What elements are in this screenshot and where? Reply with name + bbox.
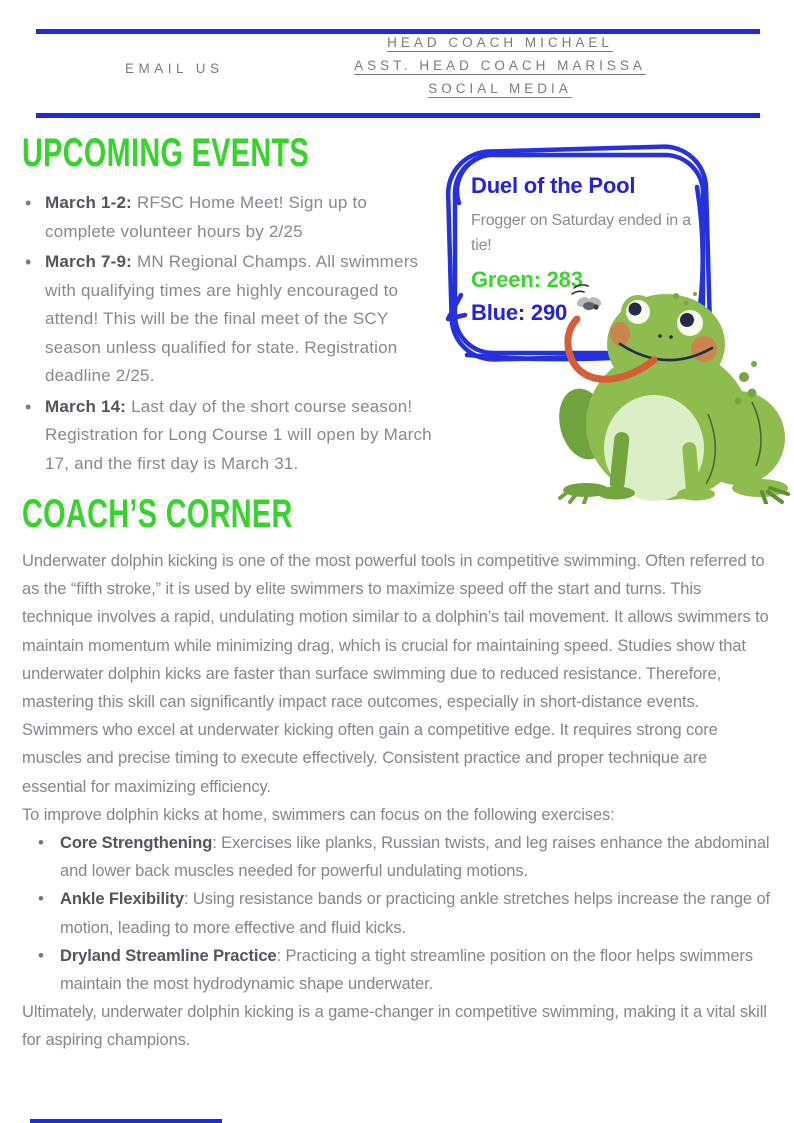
asst-head-coach-link[interactable]: ASST. HEAD COACH MARISSA xyxy=(354,58,646,73)
frog-illustration xyxy=(556,282,794,504)
fly-icon xyxy=(572,285,603,310)
bubble-title: Duel of the Pool xyxy=(471,173,636,198)
exercise-text: : Practicing a tight streamline position on the floor helps swimmers maintain the most hydrodynamic shape underwater. xyxy=(60,946,753,994)
exercise-item xyxy=(38,885,774,941)
bubble-subtitle: Frogger on Saturday ended in a tie! xyxy=(471,212,691,254)
coachs-corner-section-title: COACH’S CORNER xyxy=(22,492,293,536)
coach-closing: Ultimately, underwater dolphin kicking is a game-changer in competitive swimming, making it a vital skill for aspiring champions. xyxy=(22,1003,767,1050)
coach-paragraph-2: To improve dolphin kicks at home, swimmers can focus on the following exercises: xyxy=(22,805,615,824)
exercise-item xyxy=(38,829,774,885)
exercise-text: : Using resistance bands or practicing ankle stretches helps increase the range of motion, leading to more effective and fluid kicks. xyxy=(60,890,771,937)
event-date: March 1-2: xyxy=(45,193,133,212)
email-us-link[interactable]: EMAIL US xyxy=(125,61,224,76)
green-team-score: Green: 283 xyxy=(471,267,583,292)
header-links xyxy=(240,35,760,104)
exercise-name: Ankle Flexibility xyxy=(60,890,184,909)
event-text: MN Regional Champs. All swimmers with qualifying times are highly encouraged to attend! This will be the final meet of the SCY season unless qualified for state. Registration deadline 2/25. xyxy=(45,252,419,385)
coachs-corner-body xyxy=(22,547,774,1055)
event-date: March 14: xyxy=(45,396,127,416)
exercise-item xyxy=(38,942,774,998)
frog-icon xyxy=(556,282,794,504)
event-item xyxy=(22,189,434,246)
social-media-link[interactable]: SOCIAL MEDIA xyxy=(428,81,572,96)
blue-team-score: Blue: 290 xyxy=(471,300,568,325)
event-item xyxy=(22,248,434,391)
exercise-name: Core Strengthening xyxy=(60,834,213,853)
divider-rule-bottom xyxy=(30,1119,222,1123)
event-text: Last day of the short course season! Registration for Long Course 1 will open by March 17, and the first day is March 31. xyxy=(45,396,432,473)
upcoming-events-section-title: UPCOMING EVENTS xyxy=(22,131,310,175)
coach-paragraph-1: Underwater dolphin kicking is one of the most powerful tools in competitive swimming. Often referred to as the “fifth stroke,” it is used by elite swimmers to maximize speed off the start and turns. This technique involves a rapid, undulating motion similar to a dolphin’s tail movement. It allows swimmers to maintain momentum while minimizing drag, which is crucial for maintaining speed. Studies show that underwater dolphin kicks are faster than surface swimming due to reduced resistance. Therefore, mastering this skill can significantly impact race outcomes, especially in short-distance events. Swimmers who excel at underwater kicking often gain a competitive edge. It requires strong core muscles and precise timing to execute effectively. Consistent practice and proper technique are essential for maximizing efficiency. xyxy=(22,552,769,796)
upcoming-events-list xyxy=(22,189,434,480)
divider-rule-top xyxy=(36,29,760,34)
head-coach-link[interactable]: HEAD COACH MICHAEL xyxy=(387,35,613,50)
divider-rule-header xyxy=(36,113,760,118)
event-item xyxy=(22,393,434,479)
exercise-name: Dryland Streamline Practice xyxy=(60,946,277,965)
event-text: RFSC Home Meet! Sign up to complete volunteer hours by 2/25 xyxy=(45,193,368,241)
exercise-list xyxy=(22,829,774,998)
event-date: March 7-9: xyxy=(45,252,133,271)
exercise-text: : Exercises like planks, Russian twists, and leg raises enhance the abdominal and lower back muscles needed for powerful undulating motions. xyxy=(60,834,770,881)
